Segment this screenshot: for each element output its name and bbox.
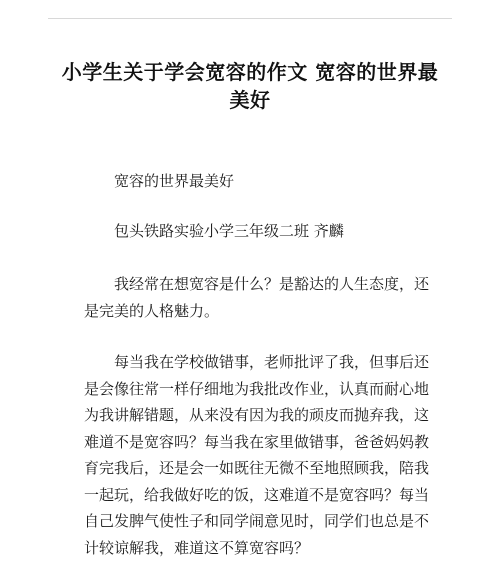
header-rule	[48, 18, 452, 19]
paragraph-2: 每当我在学校做错事，老师批评了我，但事后还是会像往常一样仔细地为我批改作业，认真而耐心地为我讲解错题，从来没有因为我的顽皮而抛弃我，这难道不是宽容吗？每当我在家里做错事，爸爸妈妈教育完我后，还是会一如既往无微不至地照顾我，陪我一起玩，给我做好吃的饭，这难道不是宽容吗？每当自己发脾气使性子和同学闹意见时，同学们也总是不计较谅解我，难道这不算宽容吗？	[84, 353, 430, 557]
essay-subtitle: 宽容的世界最美好	[114, 172, 235, 190]
page-title: 小学生关于学会宽容的作文 宽容的世界最美好	[61, 60, 439, 112]
paragraph-1: 我经常在想宽容是什么？是豁达的人生态度，还是完美的人格魅力。	[84, 275, 430, 320]
author-line: 包头铁路实验小学三年级二班 齐麟	[114, 222, 344, 240]
